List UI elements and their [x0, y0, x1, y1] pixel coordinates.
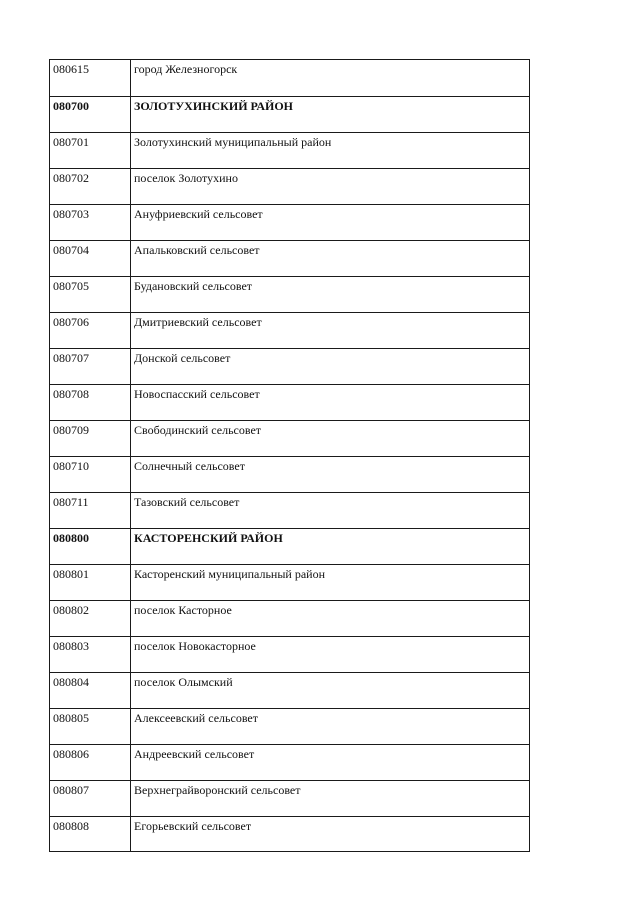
code-cell: 080700: [50, 97, 131, 133]
code-cell: 080709: [50, 421, 131, 457]
code-cell: 080711: [50, 493, 131, 529]
code-cell: 080802: [50, 601, 131, 637]
code-cell: 080703: [50, 205, 131, 241]
code-table-body: [50, 60, 530, 852]
name-cell: Алексеевский сельсовет: [131, 709, 530, 745]
name-cell: Солнечный сельсовет: [131, 457, 530, 493]
code-cell: 080808: [50, 817, 131, 852]
code-cell: 080800: [50, 529, 131, 565]
table-row: [50, 637, 530, 673]
name-cell: Ануфриевский сельсовет: [131, 205, 530, 241]
name-cell: Тазовский сельсовет: [131, 493, 530, 529]
code-cell: 080803: [50, 637, 131, 673]
name-cell: Андреевский сельсовет: [131, 745, 530, 781]
table-row: [50, 421, 530, 457]
name-cell: поселок Новокасторное: [131, 637, 530, 673]
table-row-district: [50, 529, 530, 565]
table-row: [50, 673, 530, 709]
name-cell: Золотухинский муниципальный район: [131, 133, 530, 169]
code-cell: 080708: [50, 385, 131, 421]
table-row: [50, 205, 530, 241]
code-cell: 080801: [50, 565, 131, 601]
code-cell: 080704: [50, 241, 131, 277]
code-cell: 080615: [50, 60, 131, 97]
table-row: [50, 601, 530, 637]
table-row: [50, 709, 530, 745]
table-row: [50, 241, 530, 277]
code-cell: 080807: [50, 781, 131, 817]
table-row: [50, 817, 530, 852]
table-row: [50, 493, 530, 529]
name-cell: Дмитриевский сельсовет: [131, 313, 530, 349]
table-row: [50, 277, 530, 313]
name-cell: Донской сельсовет: [131, 349, 530, 385]
table-row: [50, 349, 530, 385]
name-cell: Касторенский муниципальный район: [131, 565, 530, 601]
code-cell: 080805: [50, 709, 131, 745]
name-cell: Новоспасский сельсовет: [131, 385, 530, 421]
table-row: [50, 313, 530, 349]
name-cell: Будановский сельсовет: [131, 277, 530, 313]
code-cell: 080702: [50, 169, 131, 205]
name-cell: поселок Олымский: [131, 673, 530, 709]
code-cell: 080804: [50, 673, 131, 709]
name-cell: Егорьевский сельсовет: [131, 817, 530, 852]
name-cell: поселок Золотухино: [131, 169, 530, 205]
table-row: [50, 169, 530, 205]
code-cell: 080710: [50, 457, 131, 493]
code-table: [49, 59, 530, 852]
table-row: [50, 745, 530, 781]
name-cell: Свободинский сельсовет: [131, 421, 530, 457]
name-cell: Верхнеграйворонский сельсовет: [131, 781, 530, 817]
name-cell: Апальковский сельсовет: [131, 241, 530, 277]
table-row: [50, 565, 530, 601]
code-cell: 080806: [50, 745, 131, 781]
table-row: [50, 133, 530, 169]
code-cell: 080707: [50, 349, 131, 385]
code-cell: 080705: [50, 277, 131, 313]
code-cell: 080706: [50, 313, 131, 349]
code-cell: 080701: [50, 133, 131, 169]
table-row: [50, 457, 530, 493]
name-cell: ЗОЛОТУХИНСКИЙ РАЙОН: [131, 97, 530, 133]
table-row: [50, 781, 530, 817]
name-cell: поселок Касторное: [131, 601, 530, 637]
name-cell: город Железногорск: [131, 60, 530, 97]
name-cell: КАСТОРЕНСКИЙ РАЙОН: [131, 529, 530, 565]
table-row-district: [50, 97, 530, 133]
table-row: [50, 60, 530, 97]
table-row: [50, 385, 530, 421]
